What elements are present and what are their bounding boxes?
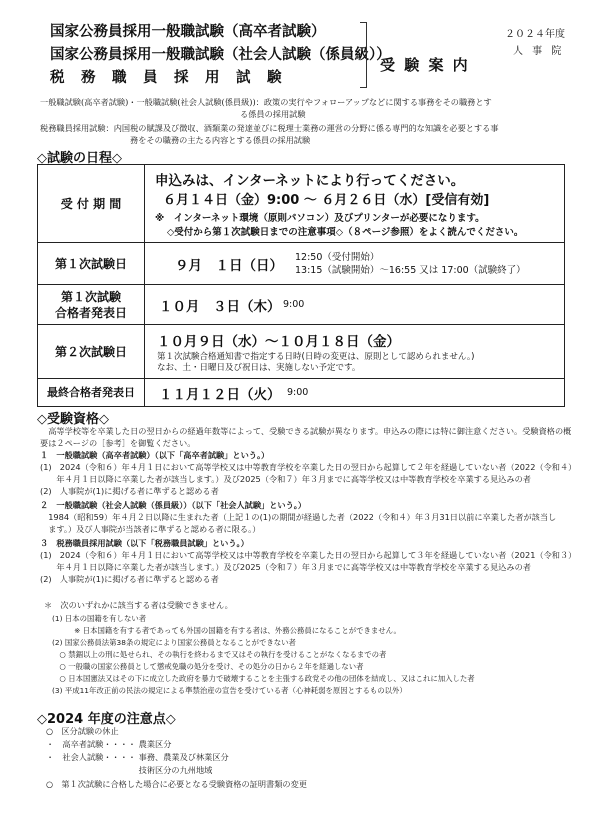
reception-value bbox=[145, 165, 565, 243]
title-bracket bbox=[360, 22, 367, 88]
disqualification-heading: ＊ 次のいずれかに該当する者は受験できません。 bbox=[44, 600, 233, 610]
second-exam-note-2: なお、土・日曜日及び祝日は、実施しない予定です。 bbox=[157, 362, 361, 373]
first-result-label-line-1: 第１次試験 bbox=[60, 289, 121, 304]
exam-title-line-1: 国家公務員採用一般職試験（高卒者試験） bbox=[50, 24, 326, 40]
notes-line: ○ 区分試験の休止 bbox=[46, 726, 119, 736]
qualification-line: (2) 人事院が(1)に掲げる者に準ずると認める者 bbox=[40, 486, 219, 496]
qualification-line: 年４月１日以降に卒業した者が該当します。）及び2025（令和７）年３月までに高等学校又は中等教育学校を卒業する見込みの者 bbox=[40, 474, 531, 484]
intro-line: 務をその職務の主たる内容とする係員の採用試験 bbox=[130, 135, 311, 145]
qualification-line: 1984（昭和59）年４月２日以降に生まれた者（上記１の(1)の期間が経過した者（2022（令和４）年３月31日以前に卒業した者が該当し bbox=[40, 512, 557, 522]
notes-line: ・ 社会人試験・・・・ 事務、農業及び林業区分 bbox=[46, 752, 229, 762]
final-result-time: 9:00 bbox=[287, 387, 309, 398]
qualification-heading-1: １ 一般職試験（高卒者試験）（以下「高卒者試験」という。） bbox=[40, 450, 270, 460]
issuing-agency: 人 事 院 bbox=[513, 46, 565, 57]
first-result-label bbox=[38, 285, 145, 325]
qualification-line: (1) 2024（令和６）年４月１日において高等学校又は中等教育学校を卒業した日の翌日から起算して２年を経過していない者（2022（令和４） bbox=[40, 462, 577, 472]
first-exam-value bbox=[145, 243, 565, 285]
notes-line: ○ 第１次試験に合格した場合に必要となる受験資格の証明書類の変更 bbox=[46, 779, 307, 789]
first-result-value bbox=[145, 285, 565, 325]
qualification-heading-2: ２ 一般職試験（社会人試験（係員級））（以下「社会人試験」という。） bbox=[40, 500, 307, 510]
disqualification-line: (2) 国家公務員法第38条の規定により国家公務員となることができない者 bbox=[52, 638, 296, 647]
exam-title-line-2: 国家公務員採用一般職試験（社会人試験（係員級）） bbox=[50, 47, 391, 63]
qualification-line: 要は２ページの［参考］を御覧ください。 bbox=[40, 438, 196, 448]
reception-instruction: 申込みは、インターネットにより行ってください。 bbox=[155, 173, 465, 189]
disqualification-line: ※ 日本国籍を有する者であっても外国の国籍を有する者は、外務公務員になることができません。 bbox=[52, 626, 401, 635]
qualifications-heading: ◇受験資格◇ bbox=[37, 412, 109, 427]
disqualification-line: (1) 日本の国籍を有しない者 bbox=[52, 614, 147, 623]
qualification-line: 年４月１日以降に卒業した者が該当します。）及び2025（令和７）年３月までに高等学校又は中等教育学校を卒業する見込みの者 bbox=[40, 562, 531, 572]
first-result-label-line-2: 合格者発表日 bbox=[54, 305, 127, 320]
reception-period: ６月１４日（金）9:00 ～ ６月２６日（水）[受信有効] bbox=[163, 193, 490, 208]
first-exam-reception-time: 12:50（受付開始） bbox=[295, 251, 380, 263]
notes-heading: ◇2024 年度の注意点◇ bbox=[37, 712, 176, 727]
notes-line: ・ 高卒者試験・・・・ 農業区分 bbox=[46, 739, 172, 749]
first-exam-time: 13:15（試験開始）～16:55 又は 17:00（試験終了） bbox=[295, 264, 526, 276]
intro-line: 一般職試験(高卒者試験)・一般職試験(社会人試験(係員級))：政策の実行やフォローアップなどに関する事務をその職務とす bbox=[40, 97, 492, 107]
schedule-row-reception bbox=[38, 165, 565, 243]
disqualification-line: ○ 日本国憲法又はその下に成立した政府を暴力で破壊することを主張する政党その他の団体を結成し、又はこれに加入した者 bbox=[52, 674, 475, 683]
schedule-table bbox=[37, 164, 565, 407]
qualification-line: (1) 2024（令和６）年４月１日において高等学校又は中等教育学校を卒業した日の翌日から起算して３年を経過していない者（2021（令和３） bbox=[40, 550, 577, 560]
schedule-heading: ◇試験の日程◇ bbox=[37, 151, 122, 166]
qualification-heading-3: ３ 税務職員採用試験（以下「税務職員試験」という。） bbox=[40, 538, 249, 548]
qualification-line: ます。）及び人事院が当該者に準ずると認める者に限る。） bbox=[40, 524, 261, 534]
qualification-line: (2) 人事院が(1)に掲げる者に準ずると認める者 bbox=[40, 574, 219, 584]
final-result-date: １１月１２日（火） bbox=[159, 386, 281, 403]
second-exam-value bbox=[145, 325, 565, 379]
reception-label: 受 付 期 間 bbox=[38, 165, 145, 243]
disqualification-line: ○ 一般職の国家公務員として懲戒免職の処分を受け、その処分の日から２年を経過しない者 bbox=[52, 662, 364, 671]
disqualification-line: (3) 平成11年改正前の民法の規定による準禁治産の宣告を受けている者（心神耗弱を原因とするもの以外） bbox=[52, 686, 407, 695]
first-result-time: 9:00 bbox=[283, 299, 305, 310]
first-exam-label: 第１次試験日 bbox=[38, 243, 145, 285]
final-result-label: 最終合格者発表日 bbox=[38, 379, 145, 407]
reception-note-2: ◇受付から第１次試験日までの注意事項◇（８ページ参照）をよく読んでください。 bbox=[167, 227, 524, 238]
exam-guide-heading: 受 験 案 内 bbox=[380, 56, 470, 74]
second-exam-dates: １０月９日（水）～１０月１８日（金） bbox=[157, 333, 400, 350]
reception-note-1: ※ インターネット環境（原則パソコン）及びプリンターが必要になります。 bbox=[155, 213, 485, 224]
schedule-row-first-exam bbox=[38, 243, 565, 285]
disqualification-line: ○ 禁錮以上の刑に処せられ、その執行を終わるまで又はその執行を受けることがなくなるまでの者 bbox=[52, 650, 387, 659]
qualification-line: 高等学校等を卒業した日の翌日からの経過年数等によって、受験できる試験が異なります。申込みの際には特に御注意ください。受験資格の概 bbox=[40, 426, 572, 436]
schedule-row-final-result bbox=[38, 379, 565, 407]
schedule-row-second-exam bbox=[38, 325, 565, 379]
second-exam-note-1: 第１次試験合格通知書で指定する日時(日時の変更は、原則として認められません。) bbox=[157, 351, 475, 362]
final-result-value bbox=[145, 379, 565, 407]
first-result-date: １０月 ３日（木） bbox=[159, 298, 281, 315]
exam-title-line-3: 税 務 職 員 採 用 試 験 bbox=[50, 70, 283, 86]
intro-line: 税務職員採用試験：内国税の賦課及び徴収、酒類業の発達並びに税理士業務の運営の分野に係る専門的な知識を必要とする事 bbox=[40, 123, 499, 133]
notes-line: 技術区分の九州地域 bbox=[46, 765, 213, 775]
fiscal-year: ２０２４年度 bbox=[505, 29, 565, 40]
first-exam-date: ９月 １日（日） bbox=[175, 257, 283, 274]
second-exam-label: 第２次試験日 bbox=[38, 325, 145, 379]
intro-line: る係員の採用試験 bbox=[240, 109, 306, 119]
schedule-row-first-result bbox=[38, 285, 565, 325]
